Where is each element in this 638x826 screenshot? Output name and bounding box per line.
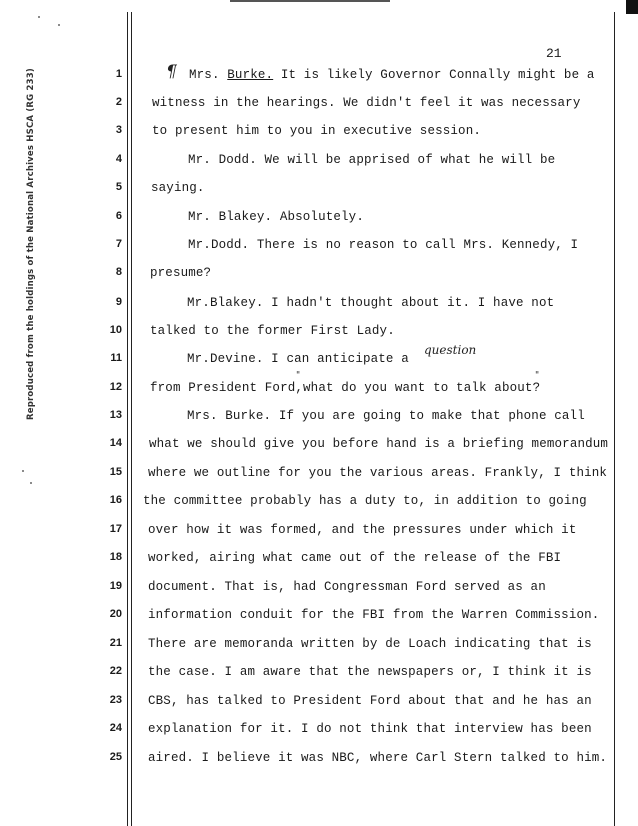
margin-rule-right	[614, 12, 615, 826]
speck	[58, 24, 60, 26]
corner-mark	[626, 0, 638, 14]
line-number: 12	[109, 381, 122, 393]
line-number: 25	[109, 751, 122, 763]
transcript-line	[189, 68, 595, 82]
archive-stamp: Reproduced from the holdings of the National Archives HSCA (RG 233)	[26, 68, 36, 420]
insert-mark: "	[535, 371, 540, 381]
transcript-line: the committee probably has a duty to, in addition to going	[143, 494, 587, 508]
transcript-line: the case. I am aware that the newspapers or, I think it is	[148, 665, 592, 679]
paragraph-mark: ¶	[166, 62, 177, 82]
line-number: 21	[109, 637, 122, 649]
top-rule	[230, 0, 390, 2]
line-number: 19	[109, 580, 122, 592]
speck	[22, 470, 24, 472]
insert-mark: "	[296, 371, 301, 381]
line-number: 22	[109, 665, 122, 677]
speaker-name: Burke.	[227, 68, 274, 82]
transcript-line: saying.	[151, 181, 205, 195]
transcript-line: explanation for it. I do not think that interview has been	[148, 722, 592, 736]
line-number: 2	[115, 96, 122, 108]
transcript-line: Mr.Dodd. There is no reason to call Mrs. Kennedy, I	[188, 238, 579, 252]
speck	[38, 16, 40, 18]
line-number: 4	[115, 153, 122, 165]
margin-rule-left	[127, 12, 128, 826]
transcript-line: information conduit for the FBI from the Warren Commission.	[148, 608, 600, 622]
transcript-line: Mr.Blakey. I hadn't thought about it. I have not	[187, 296, 555, 310]
line-text: what do you want to talk about?	[303, 381, 541, 395]
transcript-line: witness in the hearings. We didn't feel it was necessary	[152, 96, 581, 110]
speaker-label: Mrs.	[189, 68, 228, 82]
transcript-line: over how it was formed, and the pressures under which it	[148, 523, 577, 537]
line-number: 14	[109, 437, 122, 449]
line-number: 17	[109, 523, 122, 535]
line-number: 9	[115, 296, 122, 308]
margin-rule-left	[131, 12, 132, 826]
transcript-line: what we should give you before hand is a briefing memorandum	[149, 437, 609, 451]
transcript-line: Mr.Devine. I can anticipate a	[187, 352, 409, 366]
transcript-line: Mrs. Burke. If you are going to make that phone call	[187, 409, 585, 423]
transcript-line: worked, airing what came out of the release of the FBI	[148, 551, 562, 565]
line-number: 23	[109, 694, 122, 706]
transcript-line	[150, 381, 540, 395]
line-number: 10	[109, 324, 122, 336]
transcript-line: aired. I believe it was NBC, where Carl Stern talked to him.	[148, 751, 608, 765]
transcript-line: document. That is, had Congressman Ford served as an	[148, 580, 546, 594]
line-number: 11	[110, 352, 122, 364]
line-number: 1	[115, 68, 122, 80]
line-number: 5	[115, 181, 122, 193]
transcript-line: Mr. Blakey. Absolutely.	[188, 210, 364, 224]
line-number: 16	[109, 494, 122, 506]
page-number: 21	[546, 46, 562, 61]
line-number: 18	[109, 551, 122, 563]
handwritten-insert: question	[424, 343, 477, 357]
transcript-line: talked to the former First Lady.	[150, 324, 395, 338]
transcript-line: Mr. Dodd. We will be apprised of what he will be	[188, 153, 556, 167]
line-text: It is likely Governor Connally might be a	[273, 68, 595, 82]
line-number: 15	[109, 466, 122, 478]
line-number: 3	[115, 124, 122, 136]
transcript-line: presume?	[150, 266, 212, 280]
transcript-line: There are memoranda written by de Loach indicating that is	[148, 637, 592, 651]
transcript-line: CBS, has talked to President Ford about that and he has an	[148, 694, 592, 708]
line-number: 24	[109, 722, 122, 734]
line-number: 7	[115, 238, 122, 250]
line-text: from President Ford,	[150, 381, 304, 395]
line-number: 13	[109, 409, 122, 421]
line-number: 20	[109, 608, 122, 620]
transcript-line: where we outline for you the various areas. Frankly, I think	[148, 466, 608, 480]
transcript-line: to present him to you in executive session.	[152, 124, 482, 138]
line-number: 6	[115, 210, 122, 222]
speck	[30, 482, 32, 484]
line-number: 8	[115, 266, 122, 278]
